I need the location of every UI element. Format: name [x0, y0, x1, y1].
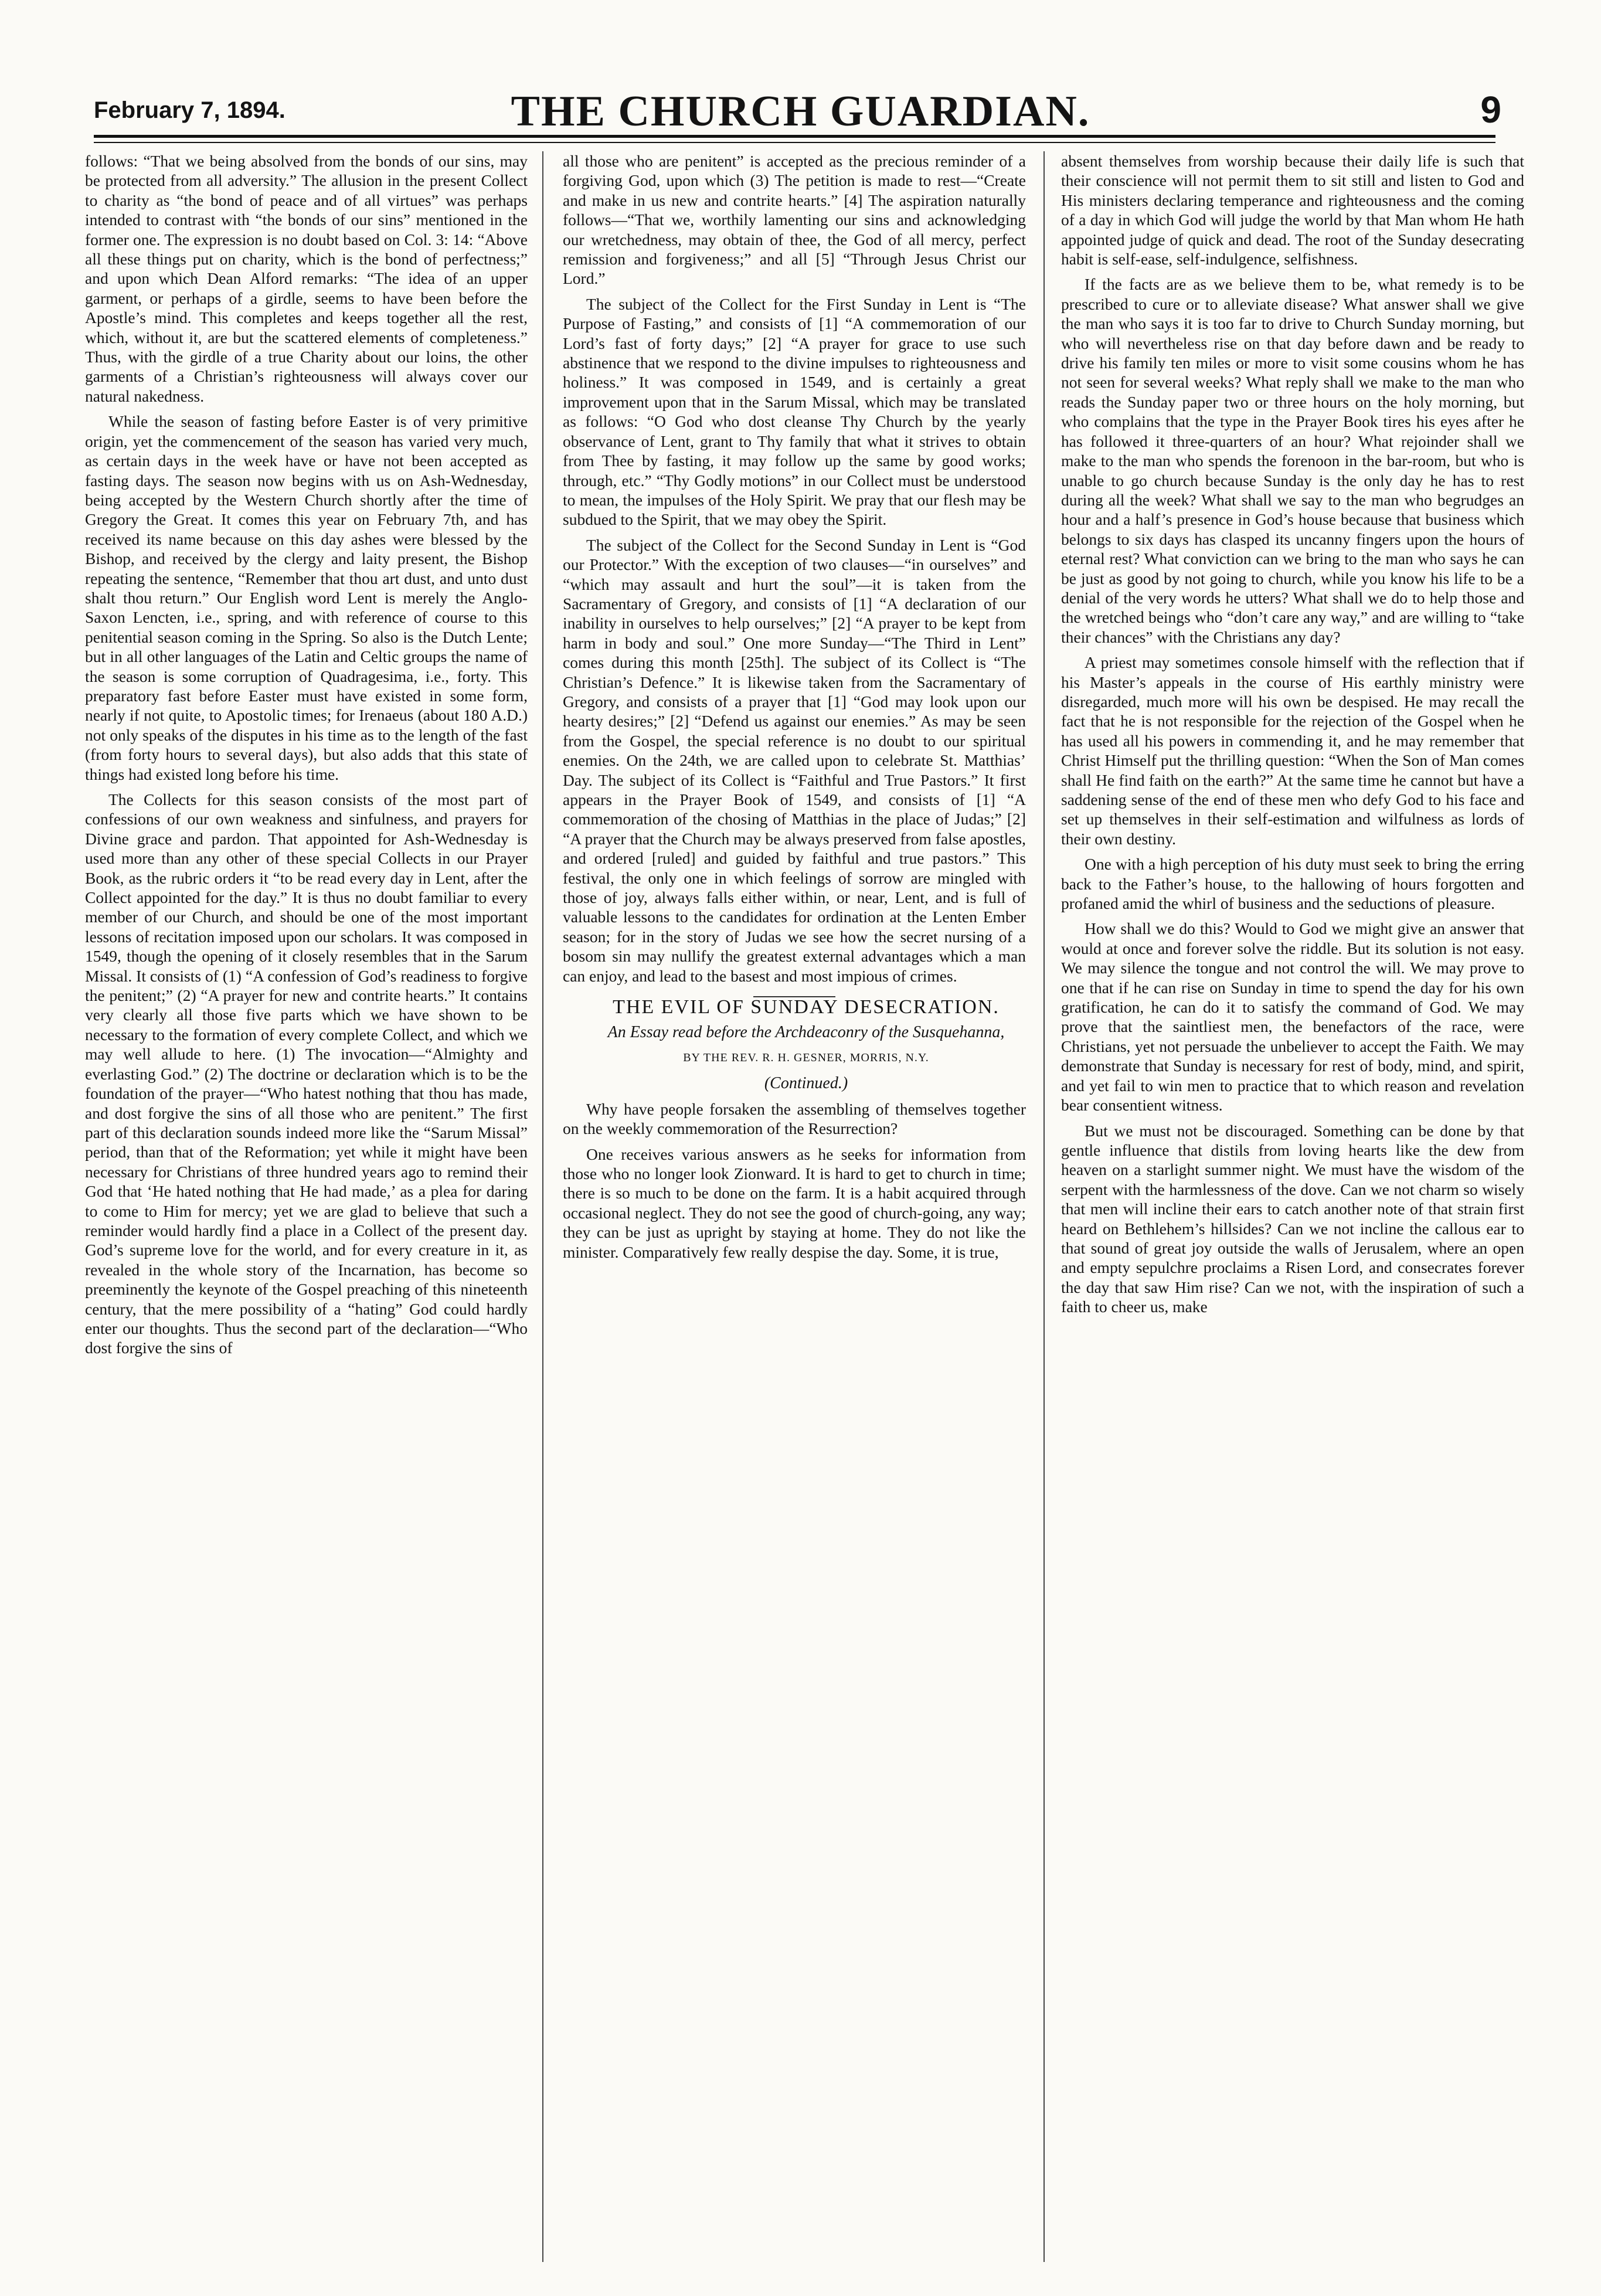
- continued-label: (Continued.): [764, 1074, 848, 1093]
- column-divider: [1043, 151, 1045, 2262]
- paragraph: Why have people forsaken the assembling of themselves together on the weekly commemoration of the Resurrection?: [563, 1099, 1026, 1138]
- column-3: [1061, 151, 1524, 2262]
- masthead-rule-thin: [94, 142, 1495, 143]
- paragraph: One receives various answers as he seeks for information from those who no longer look Zionward. It is hard to get to church in time; there is so much to be done on the farm. It is a habit acquired through occasional neglect. They do not see the good of church-going, any way; they can be just as upright by staying at home. They do not like the minister. Comparatively few really despise the day. Some, it is true,: [563, 1144, 1026, 1261]
- paragraph: follows: “That we being absolved from the bonds of our sins, may be protected from all adversity.” The allusion in the present Collect to charity as “the bond of peace and of all virtues” was perhaps intended to contrast with “the bonds of our sins” mentioned in the former one. The expression is no doubt based on Col. 3: 14: “Above all these things put on charity, which is the bond of perfectness;” and upon which Dean Alford remarks: “The idea of an upper garment, or perhaps of a girdle, seems to have been before the Apostle’s mind. This completes and keeps together all the rest, which, without it, are but the scattered elements of completeness.” Thus, with the girdle of a true Charity about our loins, the other garments of a Christian’s righteousness will always cover our natural nakedness.: [85, 152, 528, 405]
- page-number: 9: [1480, 89, 1501, 131]
- paragraph: One with a high perception of his duty must seek to bring the erring back to the Father’s house, to the hallowing of hours forgotten and profaned amid the whirl of business and the seductions of pleasure.: [1061, 855, 1524, 913]
- paragraph: How shall we do this? Would to God we might give an answer that would at once and forever solve the riddle. But its solution is not easy. We may silence the tongue and not control the will. We may prove to one that if he can rise on Sunday in time to spend the day for his own gratification, he can do it to satisfy the command of God. We may prove that the saintliest men, the benefactors of the race, were Christians, yet not persuade the unbeliever to accept the Faith. We may demonstrate that Sunday is necessary for rest of body, mind, and spirit, and yet fail to win men to practice that to which reason and revelation bear consentient witness.: [1061, 919, 1524, 1115]
- paragraph: The Collects for this season consists of the most part of confessions of our own weakness and sinfulness, and prayers for Divine grace and pardon. That appointed for Ash-Wednesday is used more than any other of these special Collects in our Prayer Book, as the rubric orders it “to be read every day in Lent, after the Collect appointed for the day.” It is thus no doubt familiar to every member of our Church, and should be one of the most important lessons of recitation imposed upon our scholars. It was composed in 1549, though the opening of it closely resembles that in the Sarum Missal. It consists of (1) “A confession of God’s readiness to forgive the penitent;” (2) “A prayer for new and contrite hearts.” It contains very clearly all those five parts which we have shown to be necessary to the formation of every complete Collect, and which we may well allude to here. (1) The invocation—“Almighty and everlasting God.” (2) The doctrine or declaration which is to be the foundation of the prayer—“Who hatest nothing that thou has made, and dost forgive the sins of all those who are penitent.” The first part of this declaration sounds indeed more like the “Sarum Missal” period, than that of the Reformation; yet while it might have been necessary for Christians of three hundred years ago to remind their God that ‘He hated nothing that He had made,’ as a plea for daring to come to Him for mercy; yet we are glad to believe that such a reminder would hardly find a place in a Collect of the present day. God’s supreme love for the world, and for every creature in it, as revealed in the whole story of the Incarnation, has become so preeminently the keynote of the Gospel preaching of this nineteenth century, that the mere possibility of a “hating” God could hardly enter our thoughts. Thus the second part of the declaration—“Who dost forgive the sins of: [85, 790, 528, 1357]
- issue-date: February 7, 1894.: [94, 97, 285, 123]
- column-2: [563, 151, 1026, 2262]
- essay-byline: BY THE REV. R. H. GESNER, MORRIS, N.Y.: [683, 1051, 929, 1064]
- paragraph: A priest may sometimes console himself with the reflection that if his Master’s appeals in the course of His earthly ministry were disregarded, much more will his own be despised. He may recall the fact that he is not responsible for the rejection of the Gospel when he has used all his powers in commending it, and he may remember that Christ Himself put the thrilling question: “When the Son of Man comes shall He find faith on the earth?” At the same time he cannot but have a saddening sense of the end of these men who defy God to his face and set up themselves in their self-estimation and wilfulness as lords of their own destiny.: [1061, 653, 1524, 848]
- paragraph: absent themselves from worship because their daily life is such that their conscience will not permit them to sit still and listen to God and His ministers declaring temperance and righteousness and the coming of a day in which God will judge the world by that Man whom He hath appointed judge of quick and dead. The root of the Sunday desecrating habit is self-ease, self-indulgence, selfishness.: [1061, 152, 1524, 269]
- paragraph: The subject of the Collect for the Second Sunday in Lent is “God our Protector.” With the exception of two clauses—“in ourselves” and “which may assault and hurt the soul”—it is taken from the Sacramentary of Gregory, and consists of [1] “A declaration of our inability in ourselves to help ourselves;” [2] “A prayer to be kept from harm in body and soul.” One more Sunday—“The Third in Lent” comes during this month [25th]. The subject of its Collect is “The Christian’s Defence.” It is likewise taken from the Sacramentary of Gregory, and consists of a prayer that [1] “God may look upon our hearty desires;” [2] “Defend us against our enemies.” As may be seen from the Gospel, the special reference is no doubt to our spiritual enemies. On the 24th, we are called upon to celebrate St. Matthias’ Day. The subject of its Collect is “Faithful and True Pastors.” It first appears in the Prayer Book of 1549, and consists of [1] “A commemoration of the chosing of Matthias in the place of Judas;” [2] “A prayer that the Church may be always preserved from false apostles, and ordered [ruled] and guided by faithful and true pastors.” This festival, the only one in which feelings of sorrow are mingled with those of joy, always falls either within, or near, Lent, and is full of valuable lessons to the candidates for ordination at the Lenten Ember season; for in the story of Judas we see how the secret nursing of a bosom sin may nullify the greatest external advantages which a man can enjoy, and lead to the basest and most impious of crimes.: [563, 535, 1026, 985]
- paragraph: While the season of fasting before Easter is of very primitive origin, yet the commencement of the season has varied very much, as certain days in the week have or have not been accepted as fasting days. The season now begins with us on Ash-Wednesday, being accepted by the Western Church shortly after the time of Gregory the Great. It comes this year on February 7th, and has received its name because on this day ashes were blessed by the Bishop, and received by the clergy and laity present, the Bishop repeating the sentence, “Remember that thou art dust, and unto dust shalt thou return.” Our English word Lent is merely the Anglo-Saxon Lencten, i.e., spring, and with reference of course to this penitential season coming in the Spring. So also is the Dutch Lente; but in all other languages of the Latin and Celtic groups the name of the season is some corruption of Quadragesima, i.e., forty. This preparatory fast before Easter must have existed in some form, nearly if not quite, to Apostolic times; for Irenaeus (about 180 A.D.) not only speaks of the disputes in his time as to the length of the fast (from forty hours to several days), but also adds that this state of things had existed long before his time.: [85, 412, 528, 783]
- paragraph: If the facts are as we believe them to be, what remedy is to be prescribed to cure or to alleviate disease? What answer shall we give the man who says it is too far to drive to Church Sunday morning, but who will nevertheless rise on that day before dawn and be ready to drive his family ten miles or more to visit some cousins whom he has not seen for several weeks? What reply shall we make to the man who reads the Sunday paper two or three hours on the holy morning, but who complains that the type in the Prayer Book tires his eyes after he has followed it three-quarters of an hour? What rejoinder shall we make to the man who spends the forenoon in the bar-room, but who is unable to go church because Sunday is the only day he has to rest during all the week? What shall we say to the man who begrudges an hour and a half’s presence in God’s house because that business which belongs to six days has clasped its uncanny fingers upon the hours of eternal rest? What conviction can we bring to the man who says he can be just as good by not going to church, while you know his life to be a denial of the very words he utters? What shall we do to help those and the wretched beings who “don’t care any way,” and are willing to “take their chances” with the Christians any day?: [1061, 275, 1524, 646]
- paragraph: The subject of the Collect for the First Sunday in Lent is “The Purpose of Fasting,” and consists of [1] “A commemoration of our Lord’s fast of forty days;” [2] “A prayer for grace to use such abstinence that we respond to the divine impulses to righteousness and holiness.” It was composed in 1549, and is certainly a great improvement upon that in the Sarum Missal, which may be translated as follows: “O God who dost cleanse Thy Church by the yearly observance of Lent, grant to Thy family that what it strives to obtain from Thee by fasting, it may follow up the same by good works; through, etc.” “Thy Godly motions” in our Collect must be understood to mean, the impulses of the Holy Spirit. We pray that our flesh may be subdued to the Spirit, that we may obey the Spirit.: [563, 294, 1026, 529]
- newspaper-title: THE CHURCH GUARDIAN.: [511, 87, 1090, 135]
- paragraph: all those who are penitent” is accepted as the precious reminder of a forgiving God, upon which (3) The petition is made to rest—“Create and make in us new and contrite hearts.” [4] The aspiration naturally follows—“That we, worthily lamenting our sins and acknowledging our wretchedness, may obtain of thee, the God of all mercy, perfect remission and forgiveness;” and all [5] “Through Jesus Christ our Lord.”: [563, 152, 1026, 288]
- masthead-rule: [94, 135, 1495, 138]
- essay-title: THE EVIL OF SUNDAY DESECRATION.: [613, 996, 1000, 1018]
- paragraph: But we must not be discouraged. Something can be done by that gentle influence that distils from loving hearts like the dew from heaven on a starlight summer night. We must have the wisdom of the serpent with the harmlessness of the dove. Can we not charm so wisely that men will incline their ears to catch another note of that strain first heard on Bethlehem’s hillsides? Can we not incline the callous ear to that sound of great joy outside the walls of Jerusalem, where an open and empty sepulchre proclaims a Risen Lord, and consecrates forever the day that saw Him rise? Can we not, with the inspiration of such a faith to cheer us, make: [1061, 1121, 1524, 1316]
- column-divider: [542, 151, 543, 2262]
- column-1: [85, 151, 528, 2262]
- essay-subtitle: An Essay read before the Archdeaconry of the Susquehanna,: [607, 1023, 1005, 1042]
